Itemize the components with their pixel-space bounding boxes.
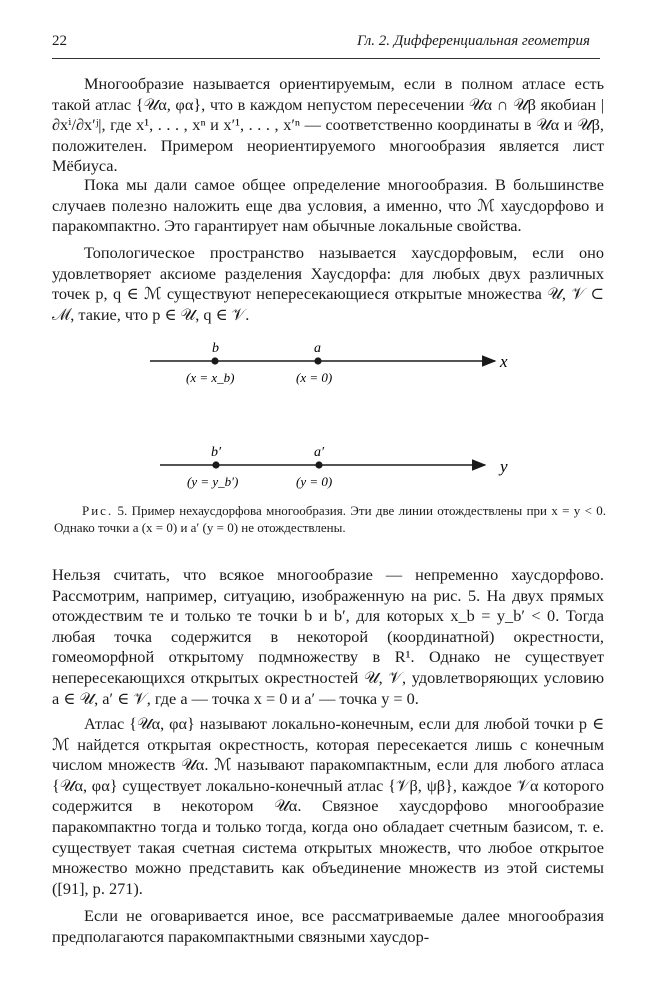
point-a-prime (315, 461, 322, 468)
point-a-label: a (314, 341, 321, 356)
figure-caption (54, 502, 606, 536)
paragraph-non-hausdorff: Нельзя считать, что всякое многообразие — непременно хаусдорфово. Рассмотрим, например, ситуацию, изображенную на рис. 5. На двух прямых отождествим те и только те точки b и b′, для которых x_b = y_b′ < 0. Тогда любая точка содержится в некоторой (координатной) окрестности, гомеоморфной открытому подмножеству в R¹. Однако не существует непересекающихся открытых окрестностей 𝒰, 𝒱, удовлетворяющих условию a ∈ 𝒰, a′ ∈ 𝒱, где a — точка x = 0 и a′ — точка y = 0. (52, 565, 604, 708)
caption-text: 5. Пример нехаусдорфова многообразия. Эти две линии отождествлены при x = y < 0. Однако точки a (x = 0) и a′ (y = 0) не отождествлены. (54, 503, 606, 535)
point-a-prime-label: a′ (314, 445, 325, 460)
page-number: 22 (52, 33, 67, 49)
point-b-prime (212, 461, 219, 468)
chapter-title: Гл. 2. Дифференциальная геометрия (357, 33, 590, 49)
paragraph-paracompact: Атлас {𝒰α, φα} называют локально-конечным, если для любой точки p ∈ ℳ найдется открытая окрестность, которая пересекается лишь с конечным числом множеств 𝒰α. ℳ называют паракомпактным, если для любого атласа {𝒰α, φα} существует локально-конечный атлас {𝒱β, ψβ}, каждое 𝒱α которого содержится в некотором 𝒰α. Связное хаусдорфово многообразие паракомпактно тогда и только тогда, когда оно обладает счетным базисом, т. е. существует такая счетная система открытых множеств, что любое открытое множество можно представить как объединение множеств из этой системы ([91], р. 271). (52, 714, 604, 898)
point-b-label: b (212, 341, 219, 356)
paragraph-assumption: Если не оговаривается иное, все рассматриваемые далее многообразия предполагаются паракомпактными связными хаусдор- (52, 906, 604, 946)
caption-label: Рис. (82, 503, 114, 518)
paragraph-conditions: Пока мы дали самое общее определение многообразия. В большинстве случаев полезно наложить еще два условия, а именно, что ℳ хаусдорфово и паракомпактно. Это гарантирует нам обычные локальные свойства. (52, 175, 604, 236)
running-head (52, 33, 600, 55)
coord-b-prime-label: (y = y_b′) (187, 474, 239, 489)
coord-a-prime-label: (y = 0) (296, 474, 333, 489)
coord-a-label: (x = 0) (296, 370, 333, 385)
paragraph-hausdorff: Топологическое пространство называется хаусдорфовым, если оно удовлетворяет аксиоме разделения Хаусдорфа: для любых двух различных точек p, q ∈ ℳ существуют непересекающиеся открытые множества 𝒰, 𝒱 ⊂ ℳ, такие, что p ∈ 𝒰, q ∈ 𝒱. (52, 243, 604, 324)
axis-x-label: x (500, 352, 508, 371)
point-b-prime-label: b′ (211, 445, 222, 460)
axis-y-label: y (500, 457, 508, 476)
paragraph-orientable: Многообразие называется ориентируемым, если в полном атласе есть такой атлас {𝒰α, φα}, что в каждом непустом пересечении 𝒰α ∩ 𝒰β якобиан |∂xⁱ/∂x′ʲ|, где x¹, . . . , xⁿ и x′¹, . . . , x′ⁿ — соответственно координаты в 𝒰α и 𝒰β, положителен. Примером неориентируемого многообразия является лист Мёбиуса. (52, 74, 604, 176)
point-b (211, 357, 218, 364)
coord-b-label: (x = x_b) (186, 370, 235, 385)
figure-5 (0, 330, 650, 500)
point-a (314, 357, 321, 364)
header-rule (52, 58, 600, 59)
